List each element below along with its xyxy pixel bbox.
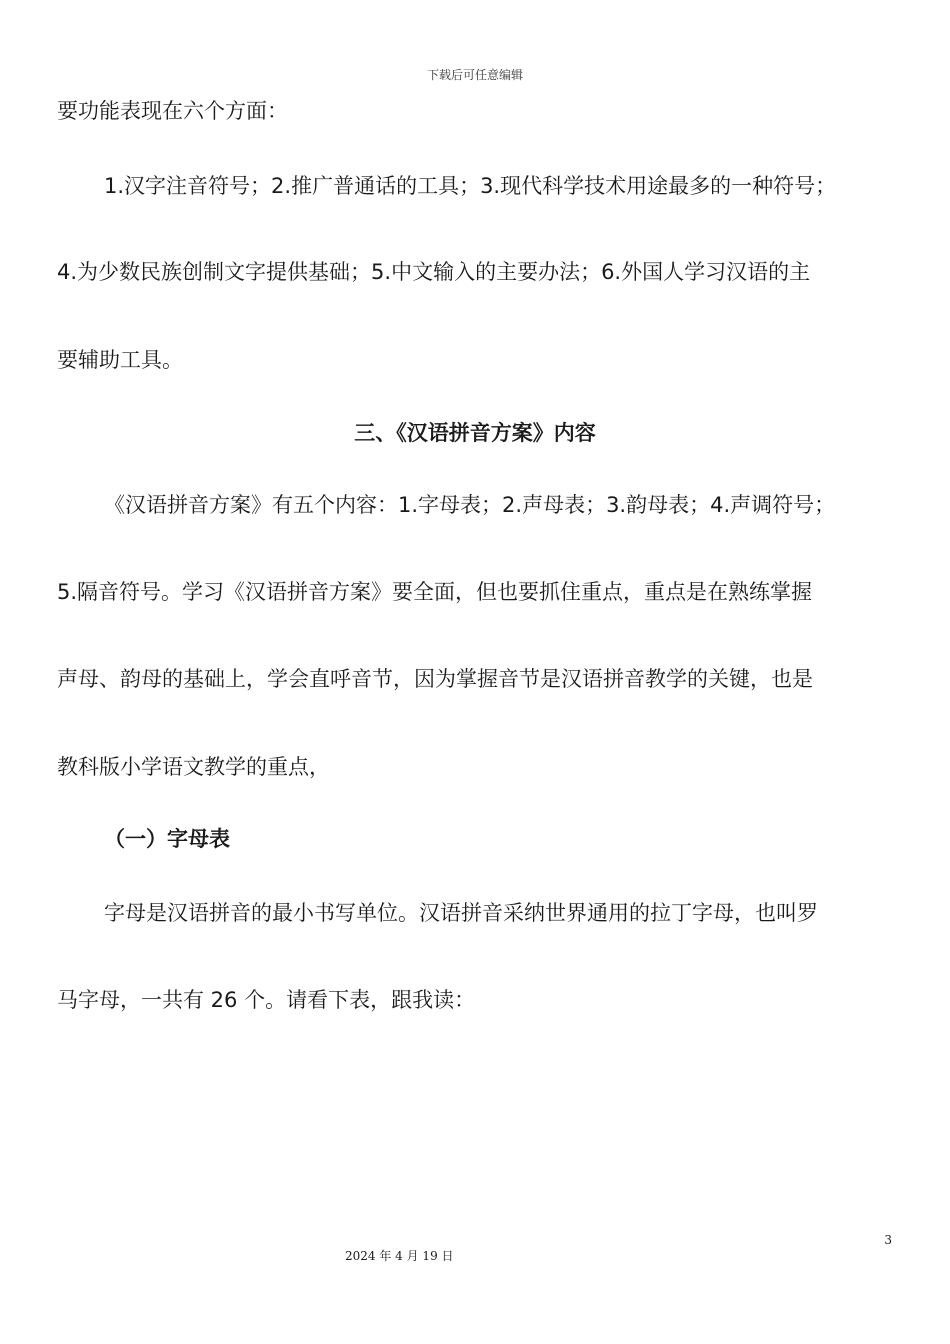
section-heading: 三、《汉语拼音方案》内容 [354, 421, 596, 445]
body-line-1: 要功能表现在六个方面： [57, 99, 288, 123]
footer-date: 2024 年 4 月 19 日 [345, 1249, 454, 1263]
body-line-10: 马字母，一共有 26 个。请看下表，跟我读： [57, 988, 476, 1012]
body-line-7: 声母、韵母的基础上，学会直呼音节，因为掌握音节是汉语拼音教学的关键，也是 [57, 667, 813, 691]
page-header: 下载后可任意编辑 [426, 68, 523, 82]
body-line-5: 《汉语拼音方案》有五个内容：1.字母表；2.声母表；3.韵母表；4.声调符号； [104, 493, 836, 517]
body-line-6: 5.隔音符号。学习《汉语拼音方案》要全面，但也要抓住重点，重点是在熟练掌握 [57, 580, 813, 604]
subheading-alphabet: （一）字母表 [104, 827, 230, 851]
body-line-3: 4.为少数民族创制文字提供基础；5.中文输入的主要办法；6.外国人学习汉语的主 [57, 260, 811, 284]
body-line-2: 1.汉字注音符号；2.推广普通话的工具；3.现代科学技术用途最多的一种符号； [104, 174, 837, 198]
body-line-9: 字母是汉语拼音的最小书写单位。汉语拼音采纳世界通用的拉丁字母，也叫罗 [104, 901, 818, 925]
body-line-8: 教科版小学语文教学的重点， [57, 755, 330, 779]
body-line-4: 要辅助工具。 [57, 348, 183, 372]
page-number: 3 [884, 1233, 892, 1247]
